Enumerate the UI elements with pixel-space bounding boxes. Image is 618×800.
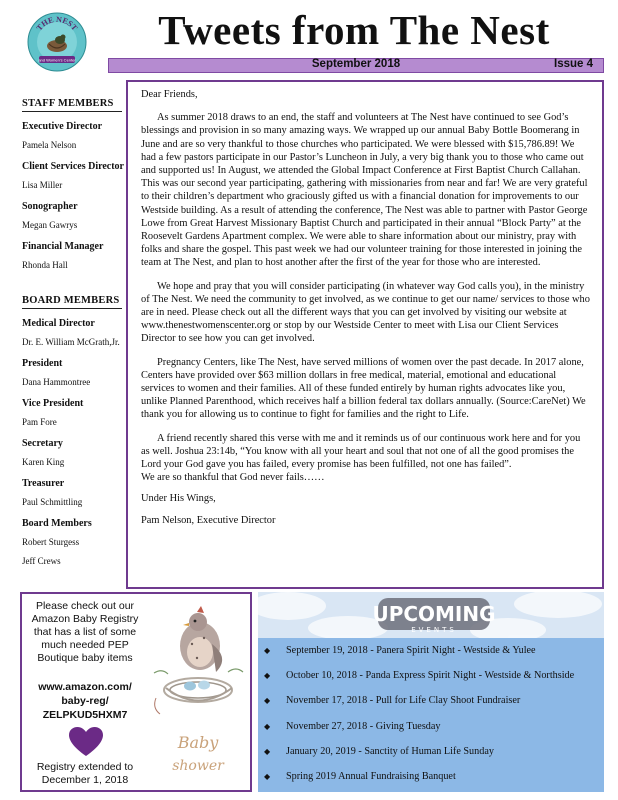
- board-member-name: Robert Sturgess: [22, 537, 80, 547]
- event-item: [258, 764, 604, 789]
- letter-closing: Under His Wings,: [141, 493, 216, 505]
- board-heading: BOARD MEMBERS: [22, 295, 122, 309]
- heart-icon: [69, 727, 103, 757]
- registry-url-line: www.amazon.com/: [38, 681, 132, 693]
- registry-text: Please check out our Amazon Baby Registry that has a list of some much needed PEP Boutique baby items: [31, 600, 139, 664]
- registry-url-line: baby-reg/: [61, 695, 109, 707]
- diamond-bullet-icon: ◆: [264, 721, 271, 731]
- sidebar-staff-board: [22, 98, 122, 577]
- logo-subtext: and Women's Center: [38, 57, 76, 63]
- nest-logo: [27, 12, 87, 72]
- diamond-bullet-icon: ◆: [264, 671, 271, 681]
- board-role: Vice President: [22, 398, 84, 409]
- registry-extended: Registry extended to December 1, 2018: [36, 761, 134, 786]
- newsletter-title: Tweets from The Nest: [158, 7, 550, 53]
- staff-role: Sonographer: [22, 201, 78, 212]
- letter-paragraph: Pregnancy Centers, like The Nest, have served millions of women over the past decade. In 2017 alone, Centers have provided over $63 million dollars in free medical, material, emotional and educational services to women and their families. All of these funded entirely by human rights advocates like you, unlike Planned Parenthood, which receives half a billion federal tax dollars annually. (Source:CareNet) We thank you for allowing us to continue to fight for families and the right to Life.: [141, 356, 586, 421]
- letter-paragraph: We are so thankful that God never fails……: [141, 472, 325, 484]
- staff-role: Executive Director: [22, 121, 103, 132]
- diamond-bullet-icon: ◆: [264, 646, 271, 656]
- board-role: President: [22, 358, 63, 369]
- letter-greeting: Dear Friends,: [141, 89, 198, 100]
- event-item: [258, 714, 604, 739]
- letter-paragraph: As summer 2018 draws to an end, the staff and volunteers at The Nest have continued to see God’s blessings and provision in so many amazing ways. We wrapped up our annual Baby Bottle Boomerang in June and are so very thankful to those churches who participated. We were blessed with $15,786.89! We had a few pastors participate in our Pastor’s Luncheon in July, a very big thank you to those who came out and supported us! In August, we attended the Global Impact Conference at First Baptist Church Callahan. This was our second year participating, gathering with missionaries from near and far! We are very grateful to their children’s department who graciously gifted us with a financial donation for improvements to our Westside building. As a result of attending the conference, The Nest was able to partner with Pastor George Lowe from Great Harvest Missionary Baptist Church and participated in their annual “Block Party” at the Roosevelt Gardens Apartment complex. We were able to share information about our ministry, pray with folks and share the gospel. This past week we had our volunteer training for those interested in joining the team at The Nest, and plan to host another after the first of the year for those who are interested.: [141, 112, 588, 269]
- event-text: November 27, 2018 - Giving Tuesday: [286, 720, 441, 732]
- event-text: January 20, 2019 - Sanctity of Human Life Sunday: [286, 745, 494, 757]
- letter-paragraph: A friend recently shared this verse with me and it reminds us of our continuous work here and for you as well. Joshua 23:14b, “You know with all your heart and soul that not one of all the good promises the Lord your God gave you has failed, every promise has been fulfilled, not one has failed”.: [141, 432, 581, 471]
- event-item: [258, 688, 604, 713]
- logo-text: THE NEST: [34, 14, 80, 33]
- staff-name: Rhonda Hall: [22, 260, 68, 270]
- art-text-shower: shower: [172, 758, 224, 774]
- diamond-bullet-icon: ◆: [264, 746, 271, 756]
- issue-number: Issue 4: [554, 58, 593, 70]
- staff-name: Lisa Miller: [22, 180, 63, 190]
- diamond-bullet-icon: ◆: [264, 696, 271, 706]
- board-role: Secretary: [22, 438, 63, 449]
- bird-icon: [180, 606, 222, 672]
- staff-role: Client Services Director: [22, 161, 124, 172]
- event-item: [258, 739, 604, 764]
- event-text: September 19, 2018 - Panera Spirit Night - Westside & Yulee: [286, 645, 536, 657]
- baby-shower-illustration: [148, 598, 248, 788]
- event-item: [258, 663, 604, 688]
- issue-bar: [108, 58, 604, 73]
- letter-signature: Pam Nelson, Executive Director: [141, 514, 276, 526]
- events-title: UPCOMING: [372, 602, 496, 626]
- board-role: Treasurer: [22, 478, 65, 489]
- board-name: Karen King: [22, 457, 65, 467]
- events-box: [258, 592, 604, 792]
- registry-url[interactable]: [26, 680, 144, 722]
- event-text: November 17, 2018 - Pull for Life Clay Shoot Fundraiser: [286, 695, 521, 707]
- letter-paragraph: We hope and pray that you will consider participating (in whatever way God calls you), in the ministry of The Nest. We need the community to get involved, as we continue to get our name/ services to those who are in need. Please check out all the different ways that you can get involved by visiting our website at www.thenestwomenscenter.org or stop by our Westside Center to meet with Lisa our Client Services Director to see how you can get involved.: [141, 280, 590, 345]
- board-name: Dana Hammontree: [22, 377, 91, 387]
- board-role: Medical Director: [22, 318, 95, 329]
- art-text-baby: Baby: [177, 733, 219, 752]
- diamond-bullet-icon: ◆: [264, 772, 271, 782]
- issue-month: September 2018: [311, 58, 401, 70]
- staff-name: Pamela Nelson: [22, 140, 77, 150]
- board-name: Pam Fore: [22, 417, 57, 427]
- events-subtitle: EVENTS: [411, 626, 457, 634]
- board-members-label: Board Members: [22, 518, 92, 529]
- events-header: [258, 592, 604, 638]
- board-name: Dr. E. William McGrath,Jr.: [22, 337, 120, 347]
- registry-url-line: ZELPKUD5HXM7: [42, 709, 128, 721]
- board-member-name: Jeff Crews: [22, 556, 61, 566]
- nest-icon: [154, 669, 243, 714]
- staff-name: Megan Gawrys: [22, 220, 78, 230]
- letter-box: [126, 80, 604, 589]
- event-text: Spring 2019 Annual Fundraising Banquet: [286, 771, 456, 783]
- events-list: [258, 638, 604, 789]
- event-text: October 10, 2018 - Panda Express Spirit Night - Westside & Northside: [286, 670, 575, 682]
- nest-logo-graphic: [27, 12, 87, 72]
- staff-role: Financial Manager: [22, 241, 104, 252]
- registry-box: [20, 592, 252, 792]
- staff-heading: STAFF MEMBERS: [22, 98, 122, 112]
- event-item: [258, 638, 604, 663]
- board-name: Paul Schmittling: [22, 497, 83, 507]
